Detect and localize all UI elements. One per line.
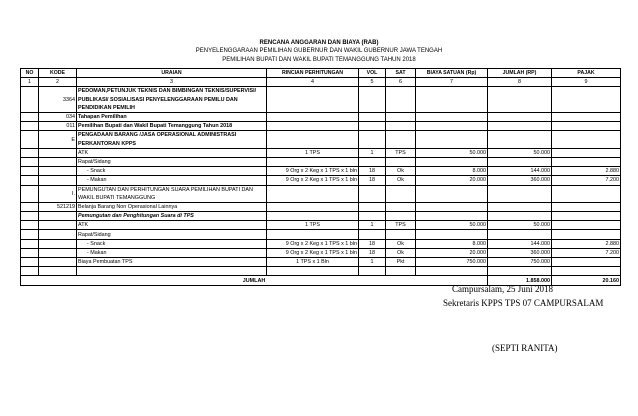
cell-biaya — [416, 157, 488, 166]
cell-jumlah: 144.000 — [488, 239, 552, 248]
col-number: 9 — [552, 78, 621, 87]
cell-vol — [359, 157, 386, 166]
table-row — [21, 221, 621, 230]
cell-sat — [386, 112, 416, 121]
col-header-sat: SAT — [386, 69, 416, 78]
cell-kode — [39, 221, 77, 230]
cell-vol: 18 — [359, 248, 386, 257]
table-row — [21, 267, 621, 276]
cell-biaya: 8.000 — [416, 239, 488, 248]
cell-no — [21, 157, 39, 166]
cell-sat — [386, 230, 416, 239]
cell-kode: 011 — [39, 122, 77, 131]
cell-sat — [386, 185, 416, 202]
table-row — [21, 176, 621, 185]
cell-sat: Ok — [386, 239, 416, 248]
cell-jumlah — [488, 157, 552, 166]
cell-sat — [386, 131, 416, 148]
col-header-pajak: PAJAK — [552, 69, 621, 78]
cell-no — [21, 131, 39, 148]
table-row — [21, 258, 621, 267]
table-row — [21, 157, 621, 166]
cell-pajak: 7.200 — [552, 176, 621, 185]
cell-pajak — [552, 122, 621, 131]
cell-pajak — [552, 157, 621, 166]
cell-kode — [39, 230, 77, 239]
cell-rincian: 9 Org x 2 Keg x 1 TPS x 1 bln — [267, 167, 359, 176]
cell-biaya: 8.000 — [416, 167, 488, 176]
cell-rincian: 1 TPS x 1 Bln — [267, 258, 359, 267]
cell-vol — [359, 122, 386, 131]
cell-pajak — [552, 87, 621, 113]
cell-no — [21, 148, 39, 157]
cell-uraian: Pemungutan dan Penghitungan Suara di TPS — [77, 212, 267, 221]
cell-uraian: Tahapan Pemilihan — [77, 112, 267, 121]
cell-kode — [39, 167, 77, 176]
table-row — [21, 239, 621, 248]
table-row — [21, 112, 621, 121]
cell-rincian — [267, 230, 359, 239]
total-jumlah: 1.858.000 — [488, 276, 552, 285]
table-row — [21, 167, 621, 176]
signature-place-date: Campursalam, 25 Juni 2018 — [452, 284, 553, 294]
cell-jumlah: 750.000 — [488, 258, 552, 267]
cell-uraian: - Makan — [77, 176, 267, 185]
cell-sat: Ok — [386, 167, 416, 176]
cell-sat — [386, 212, 416, 221]
cell-vol — [359, 185, 386, 202]
cell-pajak — [552, 185, 621, 202]
cell-no — [21, 212, 39, 221]
cell-sat: Ok — [386, 176, 416, 185]
col-header-jumlah: JUMLAH (RP) — [488, 69, 552, 78]
cell-rincian — [267, 157, 359, 166]
cell-uraian: Rapat/Sidang — [77, 157, 267, 166]
cell-biaya — [416, 122, 488, 131]
cell-kode: 3364 — [39, 87, 77, 113]
cell-vol — [359, 131, 386, 148]
cell-kode — [39, 248, 77, 257]
cell-vol — [359, 212, 386, 221]
cell-pajak — [552, 131, 621, 148]
col-number: 2 — [39, 78, 77, 87]
cell-jumlah — [488, 202, 552, 211]
cell-vol — [359, 87, 386, 113]
cell-rincian — [267, 112, 359, 121]
col-number: 7 — [416, 78, 488, 87]
cell-rincian: 1 TPS — [267, 148, 359, 157]
table-row — [21, 148, 621, 157]
cell-sat — [386, 267, 416, 276]
table-header-row — [21, 69, 621, 78]
budget-table — [20, 68, 621, 286]
cell-sat: Pkt — [386, 258, 416, 267]
cell-jumlah: 360.000 — [488, 176, 552, 185]
cell-jumlah — [488, 122, 552, 131]
cell-jumlah — [488, 112, 552, 121]
table-row — [21, 212, 621, 221]
cell-rincian — [267, 87, 359, 113]
cell-kode: E — [39, 131, 77, 148]
cell-uraian: - Snack — [77, 167, 267, 176]
table-row — [21, 185, 621, 202]
cell-biaya — [416, 87, 488, 113]
cell-pajak: 2.880 — [552, 167, 621, 176]
cell-uraian: ATK — [77, 148, 267, 157]
cell-no — [21, 167, 39, 176]
cell-kode — [39, 239, 77, 248]
cell-rincian — [267, 185, 359, 202]
cell-rincian: 9 Org x 2 Keg x 1 TPS x 1 bln — [267, 176, 359, 185]
cell-no — [21, 258, 39, 267]
signature-name: (SEPTI RANITA) — [492, 343, 558, 353]
cell-uraian: - Makan — [77, 248, 267, 257]
cell-biaya: 50.000 — [416, 148, 488, 157]
col-number: 3 — [77, 78, 267, 87]
cell-vol — [359, 202, 386, 211]
cell-pajak — [552, 267, 621, 276]
cell-jumlah: 50.000 — [488, 148, 552, 157]
cell-kode — [39, 258, 77, 267]
col-header-kode: KODE — [39, 69, 77, 78]
document-subtitle-1: PENYELENGGARAAN PEMILIHAN GUBERNUR DAN WAKIL GUBERNUR JAWA TENGAH — [195, 48, 443, 54]
cell-rincian: 1 TPS — [267, 221, 359, 230]
table-row — [21, 202, 621, 211]
cell-kode: 034 — [39, 112, 77, 121]
cell-uraian — [77, 267, 267, 276]
table-row — [21, 87, 621, 113]
cell-pajak — [552, 212, 621, 221]
cell-sat — [386, 202, 416, 211]
cell-jumlah — [488, 212, 552, 221]
cell-biaya — [416, 112, 488, 121]
cell-uraian: PEMUNGUTAN DAN PERHITUNGAN SUARA PEMILIHAN BUPATI DAN WAKIL BUPATI TEMANGGUNG — [77, 185, 267, 202]
col-number: 1 — [21, 78, 39, 87]
cell-pajak: 2.880 — [552, 239, 621, 248]
cell-no — [21, 221, 39, 230]
cell-rincian — [267, 212, 359, 221]
cell-pajak — [552, 148, 621, 157]
col-number: 5 — [359, 78, 386, 87]
cell-kode: I. — [39, 185, 77, 202]
cell-no — [21, 230, 39, 239]
cell-jumlah — [488, 185, 552, 202]
cell-no — [21, 176, 39, 185]
cell-uraian: Biaya Pembuatan TPS — [77, 258, 267, 267]
cell-kode — [39, 157, 77, 166]
cell-uraian: ATK — [77, 221, 267, 230]
cell-rincian: 9 Org x 2 Keg x 1 TPS x 1 bln — [267, 248, 359, 257]
total-label: JUMLAH — [21, 276, 488, 285]
cell-pajak — [552, 112, 621, 121]
table-row — [21, 230, 621, 239]
cell-rincian — [267, 267, 359, 276]
cell-sat: Ok — [386, 248, 416, 257]
cell-vol: 18 — [359, 167, 386, 176]
col-header-no: NO — [21, 69, 39, 78]
cell-vol — [359, 112, 386, 121]
cell-no — [21, 248, 39, 257]
cell-vol: 18 — [359, 239, 386, 248]
cell-pajak — [552, 258, 621, 267]
cell-vol: 1 — [359, 221, 386, 230]
table-row — [21, 122, 621, 131]
cell-rincian — [267, 131, 359, 148]
col-header-biaya: BIAYA SATUAN (Rp) — [416, 69, 488, 78]
cell-uraian: PEDOMAN,PETUNJUK TEKNIS DAN BIMBINGAN TEKNIS/SUPERVISI/ PUBLIKASI/ SOSIALISASI PENYELENGGARAAN PEMILU DAN PENDIDIKAN PEMILIH — [77, 87, 267, 113]
cell-no — [21, 112, 39, 121]
signature-position: Sekretaris KPPS TPS 07 CAMPURSALAM — [443, 298, 604, 308]
cell-vol: 18 — [359, 176, 386, 185]
cell-uraian: - Snack — [77, 239, 267, 248]
cell-kode: 521219 — [39, 202, 77, 211]
cell-biaya: 750.000 — [416, 258, 488, 267]
cell-pajak: 7.200 — [552, 248, 621, 257]
cell-no — [21, 202, 39, 211]
cell-vol: 1 — [359, 148, 386, 157]
cell-biaya — [416, 202, 488, 211]
cell-pajak — [552, 230, 621, 239]
cell-sat: TPS — [386, 148, 416, 157]
cell-uraian: Pemilihan Bupati dan Wakil Bupati Temanggung Tahun 2018 — [77, 122, 267, 131]
cell-jumlah: 144.000 — [488, 167, 552, 176]
cell-uraian: Belanja Barang Non Operasional Lainnya — [77, 202, 267, 211]
col-header-rincian: RINCIAN PERHITUNGAN — [267, 69, 359, 78]
cell-biaya: 20.000 — [416, 248, 488, 257]
cell-no — [21, 87, 39, 113]
cell-sat — [386, 157, 416, 166]
cell-jumlah: 50.000 — [488, 221, 552, 230]
cell-kode — [39, 267, 77, 276]
document-title: RENCANA ANGGARAN DAN BIAYA (RAB) — [259, 40, 379, 46]
col-header-vol: VOL — [359, 69, 386, 78]
cell-biaya — [416, 131, 488, 148]
cell-biaya: 50.000 — [416, 221, 488, 230]
cell-vol: 1 — [359, 258, 386, 267]
cell-sat — [386, 87, 416, 113]
col-number: 8 — [488, 78, 552, 87]
table-row — [21, 131, 621, 148]
table-row — [21, 248, 621, 257]
col-number: 6 — [386, 78, 416, 87]
cell-biaya: 20.000 — [416, 176, 488, 185]
cell-biaya — [416, 267, 488, 276]
cell-biaya — [416, 212, 488, 221]
cell-rincian — [267, 122, 359, 131]
cell-no — [21, 239, 39, 248]
col-number: 4 — [267, 78, 359, 87]
column-number-row — [21, 78, 621, 87]
cell-biaya — [416, 230, 488, 239]
cell-vol — [359, 230, 386, 239]
cell-jumlah — [488, 267, 552, 276]
cell-no — [21, 267, 39, 276]
cell-uraian: Rapat/Sidang — [77, 230, 267, 239]
cell-kode — [39, 148, 77, 157]
cell-kode — [39, 212, 77, 221]
cell-pajak — [552, 202, 621, 211]
document-subtitle-2: PEMILIHAN BUPATI DAN WAKIL BUPATI TEMANGGUNG TAHUN 2018 — [222, 57, 416, 63]
cell-jumlah — [488, 230, 552, 239]
cell-jumlah: 360.000 — [488, 248, 552, 257]
cell-kode — [39, 176, 77, 185]
cell-jumlah — [488, 131, 552, 148]
cell-vol — [359, 267, 386, 276]
cell-biaya — [416, 185, 488, 202]
cell-rincian: 9 Org x 2 Keg x 1 TPS x 1 bln — [267, 239, 359, 248]
cell-no — [21, 122, 39, 131]
col-header-uraian: URAIAN — [77, 69, 267, 78]
cell-rincian — [267, 202, 359, 211]
cell-uraian: PENGADAAN BARANG /JASA OPERASIONAL ADMINISTRASI PERKANTORAN KPPS — [77, 131, 267, 148]
total-pajak: 20.160 — [552, 276, 621, 285]
cell-jumlah — [488, 87, 552, 113]
cell-no — [21, 185, 39, 202]
cell-pajak — [552, 221, 621, 230]
cell-sat — [386, 122, 416, 131]
cell-sat: TPS — [386, 221, 416, 230]
